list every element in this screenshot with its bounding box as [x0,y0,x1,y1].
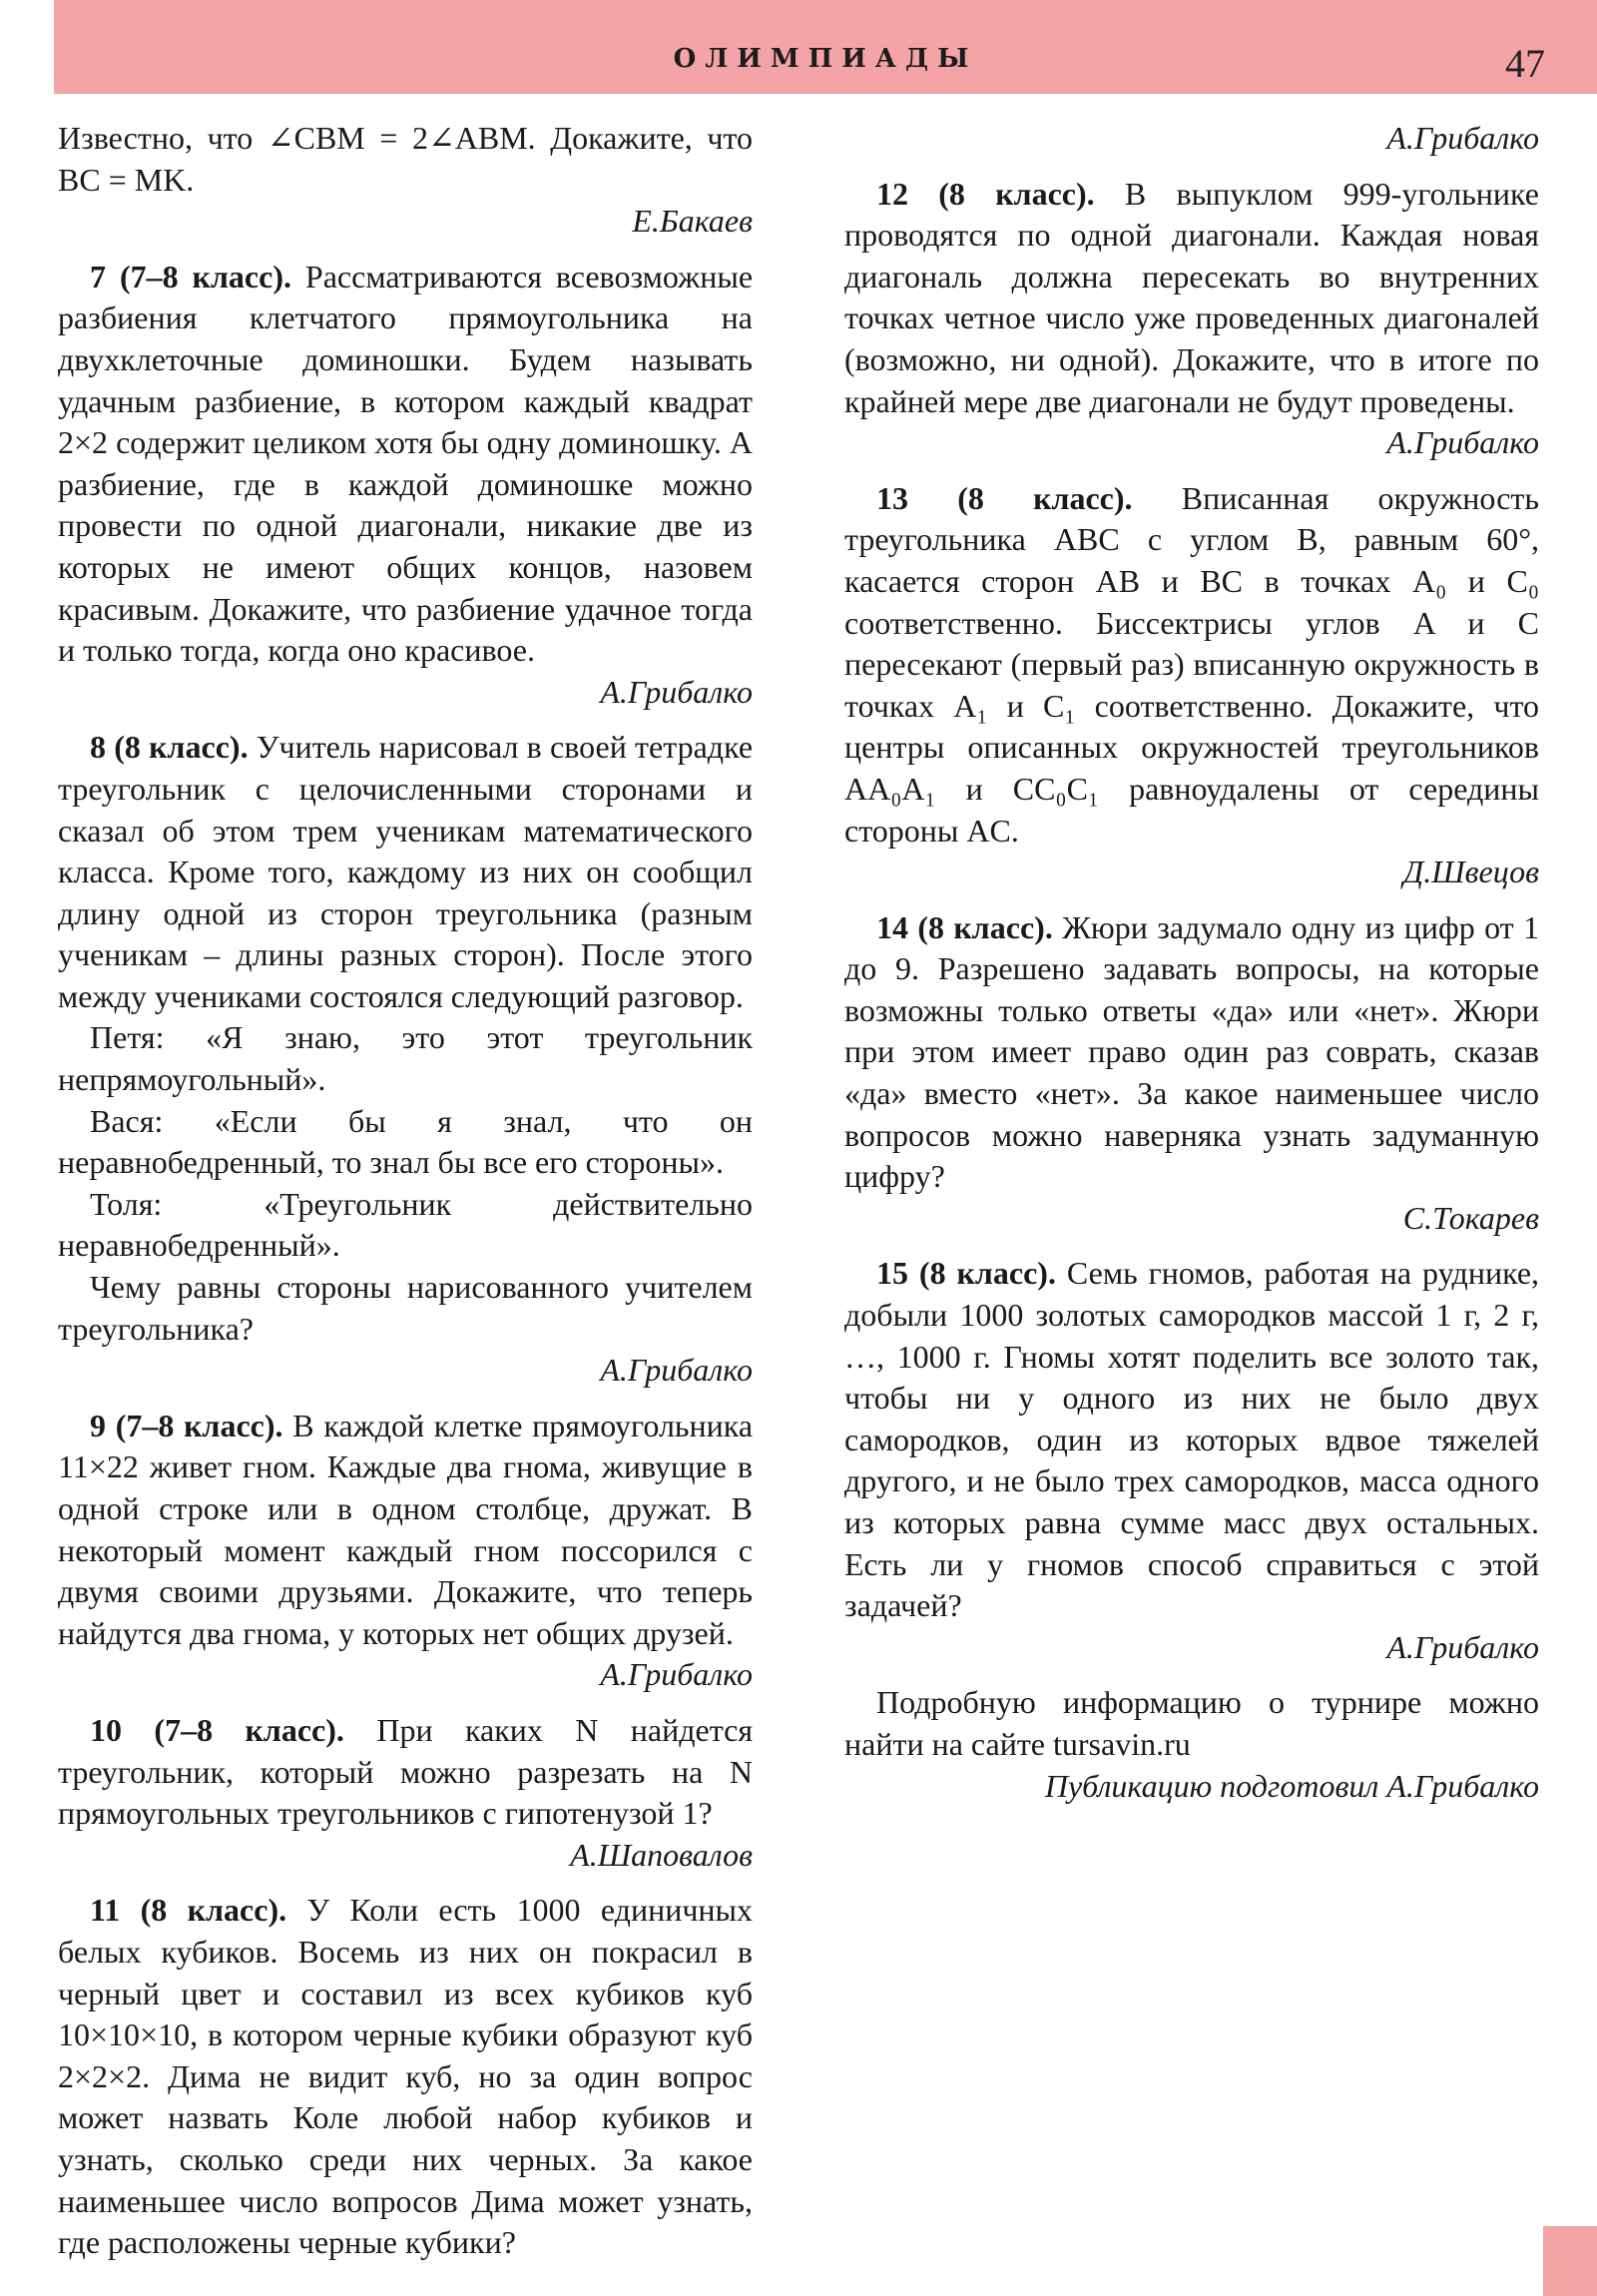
problem-13 [844,478,1539,893]
problem-text: При каких N найдется треугольник, который можно разрезать на N прямоугольных треугольников с гипотенузой 1? [58,1711,754,1832]
problem-number: 8 [90,729,106,766]
problem-text: Вписанная окружность треугольника ABC с углом B, равным 60°, касается сторон AB и BC в точках A₀ и C₀ соответственно. Биссектрисы углов A и C пересекают (первый раз) вписанную окружность в точках A₁ и C₁ соответственно. Докажите, что центры описанных окружностей треугольников AA₀A₁ и CC₀C₁ равноудалены от середины стороны AC. [844,479,1539,849]
problem-author: А.Грибалко [600,1352,753,1389]
left-column [58,118,753,2264]
problem-grade: (8 класс). [957,479,1133,516]
problem-paragraph [844,478,1539,852]
page-number: 47 [1505,41,1545,86]
problem-grade: (7–8 класс). [119,258,291,294]
problem-grade: (7–8 класс). [154,1711,344,1748]
problem-7 [58,257,753,714]
problem-number: 15 [876,1255,908,1292]
dialogue-line-vasya: Вася: «Если бы я знал, что он неравнобедренный, то знал бы все его стороны». [58,1102,753,1181]
problem-text: В каждой клетке прямоугольника 11×22 живет гном. Каждые два гнома, живущие в одной строке или в одном столбце, дружат. В некоторый момент каждый гном поссорился с двумя своими друзьями. Докажите, что теперь найдутся два гнома, у которых нет общих друзей. [58,1407,754,1651]
carry-over-author: Е.Бакаев [632,203,753,240]
carry-over-text: Известно, что ∠CBM = 2∠ABM. Докажите, что BC = MK. [58,120,753,198]
problem-9 [58,1406,753,1696]
problem-number: 7 [90,258,106,294]
section-header-bar [54,0,1597,94]
problem-11-author: А.Грибалко [1386,120,1539,156]
problem-author: А.Грибалко [1386,1628,1539,1665]
problem-8 [58,727,753,1392]
section-title: ОЛИМПИАДЫ [673,44,978,74]
problem-paragraph [844,1253,1539,1626]
problem-paragraph [58,257,753,672]
right-column [844,118,1539,1807]
problem-author: С.Токарев [1402,1199,1539,1236]
problem-grade: (8 класс). [114,729,249,766]
problem-11 [58,1890,753,2263]
problem-14 [844,907,1539,1240]
problem-author: А.Грибалко [600,1656,753,1693]
problem-number: 12 [876,175,908,212]
problem-number: 14 [876,908,908,945]
problem-paragraph [58,727,753,1017]
problem-paragraph [844,907,1539,1198]
tournament-info [844,1682,1539,1807]
problem-text: Жюри задумало одну из цифр от 1 до 9. Разрешено задавать вопросы, на которые возможны только ответы «да» или «нет». Жюри при этом имеет право один раз соврать, сказав «да» вместо «нет». За какое наименьшее число вопросов можно наверняка узнать задуманную цифру? [844,908,1540,1195]
problem-number: 9 [90,1407,106,1443]
problem-number: 13 [876,479,908,516]
problem-15 [844,1253,1539,1668]
problem-author: А.Грибалко [600,673,753,710]
problem-text: Рассматриваются всевозможные разбиения клетчатого прямоугольника на двухклеточные доминошки. Будем называть удачным разбиение, в котором каждый квадрат 2×2 содержит целиком хотя бы одну доминошку. А разбиение, где в каждой доминошке можно провести по одной диагонали, никакие две из которых не имеют общих концов, назовем красивым. Докажите, что разбиение удачное тогда и только тогда, когда оно красивое. [58,258,754,669]
dialogue-line-tolya: Толя: «Треугольник действительно неравнобедренный». [58,1185,753,1264]
problem-author: Д.Швецов [1402,854,1539,890]
problem-grade: (7–8 класс). [115,1407,283,1443]
page-corner-tab [1543,2226,1597,2296]
problem-text: Учитель нарисовал в своей тетрадке треугольник с целочисленными сторонами и сказал об этом трем ученикам математического класса. Кроме того, каждому из них он сообщил длину одной из сторон треугольника (разным ученикам – длины разных сторон). После этого между учениками состоялся следующий разговор. [58,729,754,1014]
problem-paragraph [58,1406,753,1655]
problem-grade: (8 класс). [140,1892,287,1929]
problem-grade: (8 класс). [938,175,1095,212]
problem-text: У Коли есть 1000 единичных белых кубиков. Восемь из них он покрасил в черный цвет и составил из всех кубиков куб 10×10×10, в котором черные кубики образуют куб 2×2×2. Дима не видит куб, но за один вопрос может назвать Коле любой набор кубиков и узнать, сколько среди них черных. За какое наименьшее число вопросов Дима может узнать, где расположены черные кубики? [58,1892,754,2261]
tournament-info-text: Подробную информацию о турнире можно найти на сайте tursavin.ru [844,1684,1539,1762]
problem-author: А.Грибалко [1386,424,1539,461]
problem-grade: (8 класс). [918,1255,1056,1292]
problem-question: Чему равны стороны нарисованного учителем треугольника? [58,1269,753,1347]
publication-credit: Публикацию подготовил А.Грибалко [1044,1767,1539,1804]
problem-paragraph [58,1890,753,2263]
problem-paragraph [844,174,1539,423]
problem-12 [844,174,1539,464]
problem-grade: (8 класс). [917,908,1053,945]
problem-10 [58,1710,753,1876]
dialogue-line-petya: Петя: «Я знаю, это этот треугольник непрямоугольный». [58,1019,753,1098]
problem-paragraph [58,1710,753,1835]
problem-author: А.Шаповалов [570,1836,753,1873]
problem-number: 10 [90,1711,122,1748]
problem-text: Семь гномов, работая на руднике, добыли 1000 золотых самородков массой 1 г, 2 г, …, 1000 г. Гномы хотят поделить все золото так, чтобы ни у одного из них не было двух самородков, один из которых вдвое тяжелей другого, и не было трех самородков, масса одного из которых равна сумме масс двух остальных. Есть ли у гномов способ справиться с этой задачей? [844,1255,1540,1624]
problem-text: В выпуклом 999-угольнике проводятся по одной диагонали. Каждая новая диагональ должна пересекать во внутренних точках четное число уже проведенных диагоналей (возможно, ни одной). Докажите, что в итоге по крайней мере две диагонали не будут проведены. [844,175,1539,419]
problem-number: 11 [90,1892,121,1929]
